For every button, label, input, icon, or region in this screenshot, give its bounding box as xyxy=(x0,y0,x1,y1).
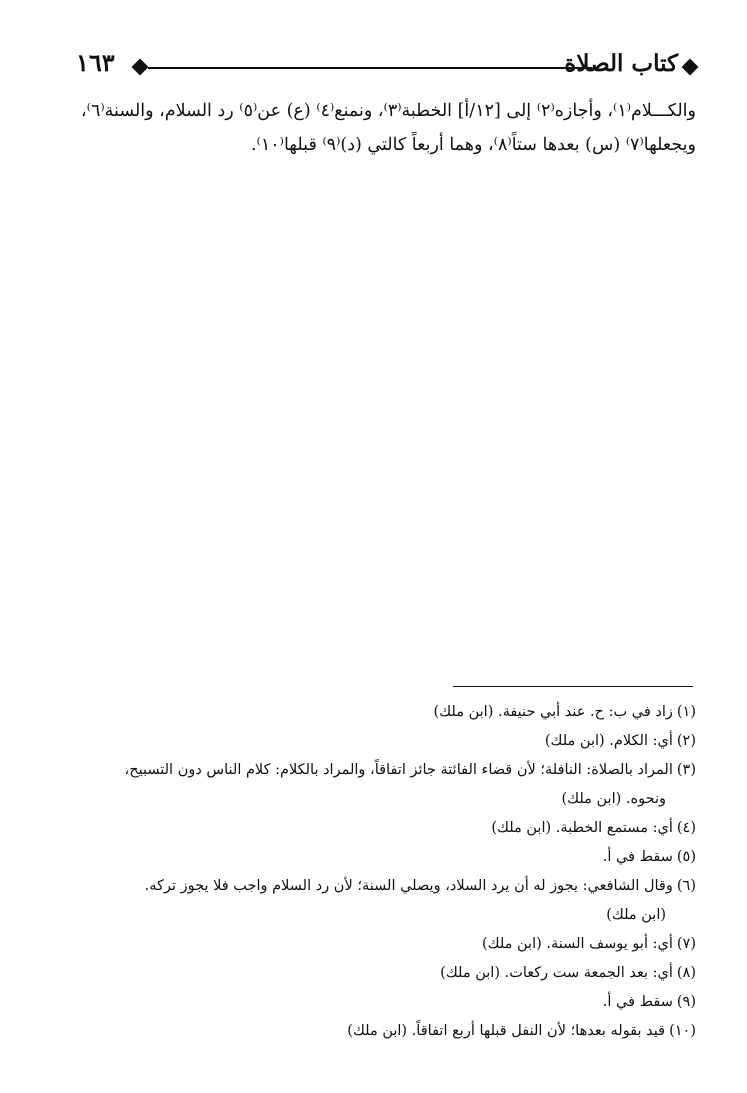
footnote-number: (٤) xyxy=(676,820,696,836)
header-ornament-right xyxy=(682,59,699,76)
footnote xyxy=(54,756,696,814)
page-header xyxy=(76,48,696,88)
footnote-separator xyxy=(453,686,693,687)
footnote-number: (٢) xyxy=(676,733,696,749)
footnote-number: (٧) xyxy=(676,936,696,952)
footnote xyxy=(54,698,696,727)
footnote xyxy=(54,959,696,988)
footnote-number: (٨) xyxy=(676,965,696,981)
footnote xyxy=(54,988,696,1017)
footnote-text: أي: بعد الجمعة ست ركعات. (ابن ملك) xyxy=(440,965,673,981)
footnote-text: أي: مستمع الخطبة. (ابن ملك) xyxy=(491,820,673,836)
header-ornament-left xyxy=(132,59,149,76)
footnote-text: زاد في ب: ح. عند أبي حنيفة. (ابن ملك) xyxy=(433,704,673,720)
footnote-text: أي: أبو يوسف السنة. (ابن ملك) xyxy=(481,936,673,952)
header-rule xyxy=(148,67,592,69)
footnote xyxy=(54,814,696,843)
footnote-text: سقط في أ. xyxy=(602,849,673,865)
main-text-line: والكـــلام⁽١⁾، وأجازه⁽٢⁾ إلى [١٢/أ] الخطبة⁽٣⁾، ونمنع⁽٤⁾ (ع) عن⁽٥⁾ رد السلام، والسنة⁽٦⁾، xyxy=(81,101,696,121)
footnotes xyxy=(54,698,696,1046)
main-text xyxy=(81,94,696,162)
footnote-text: قيد بقوله بعدها؛ لأن النفل قبلها أربع اتفاقاً. (ابن ملك) xyxy=(347,1023,666,1039)
footnote-continuation: ونحوه. (ابن ملك) xyxy=(561,791,666,807)
footnote-number: (١٠) xyxy=(669,1023,696,1039)
footnote-text: المراد بالصلاة: النافلة؛ لأن قضاء الفائتة جائز اتفاقاً، والمراد بالكلام: كلام الناس دون التسبيح، xyxy=(124,762,673,778)
footnote-text: سقط في أ. xyxy=(602,994,673,1010)
footnote xyxy=(54,843,696,872)
page-number: ١٦٣ xyxy=(76,48,115,77)
main-text-line: ويجعلها⁽٧⁾ (س) بعدها ستاً⁽٨⁾، وهما أربعاً كالتي (د)⁽٩⁾ قبلها⁽١٠⁾. xyxy=(250,135,696,155)
footnote xyxy=(54,1017,696,1046)
footnote-continuation: (ابن ملك) xyxy=(606,907,666,923)
footnote xyxy=(54,872,696,930)
footnote-text: وقال الشافعي: يجوز له أن يرد السلاد، ويصلي السنة؛ لأن رد السلام واجب فلا يجوز تركه. xyxy=(144,878,673,894)
footnote-number: (١) xyxy=(676,704,696,720)
footnote-number: (٩) xyxy=(676,994,696,1010)
chapter-title: كتاب الصلاة xyxy=(564,50,678,77)
footnote xyxy=(54,930,696,959)
footnote-number: (٣) xyxy=(676,762,696,778)
footnote-number: (٦) xyxy=(676,878,696,894)
footnote-text: أي: الكلام. (ابن ملك) xyxy=(544,733,673,749)
footnote xyxy=(54,727,696,756)
footnote-number: (٥) xyxy=(676,849,696,865)
